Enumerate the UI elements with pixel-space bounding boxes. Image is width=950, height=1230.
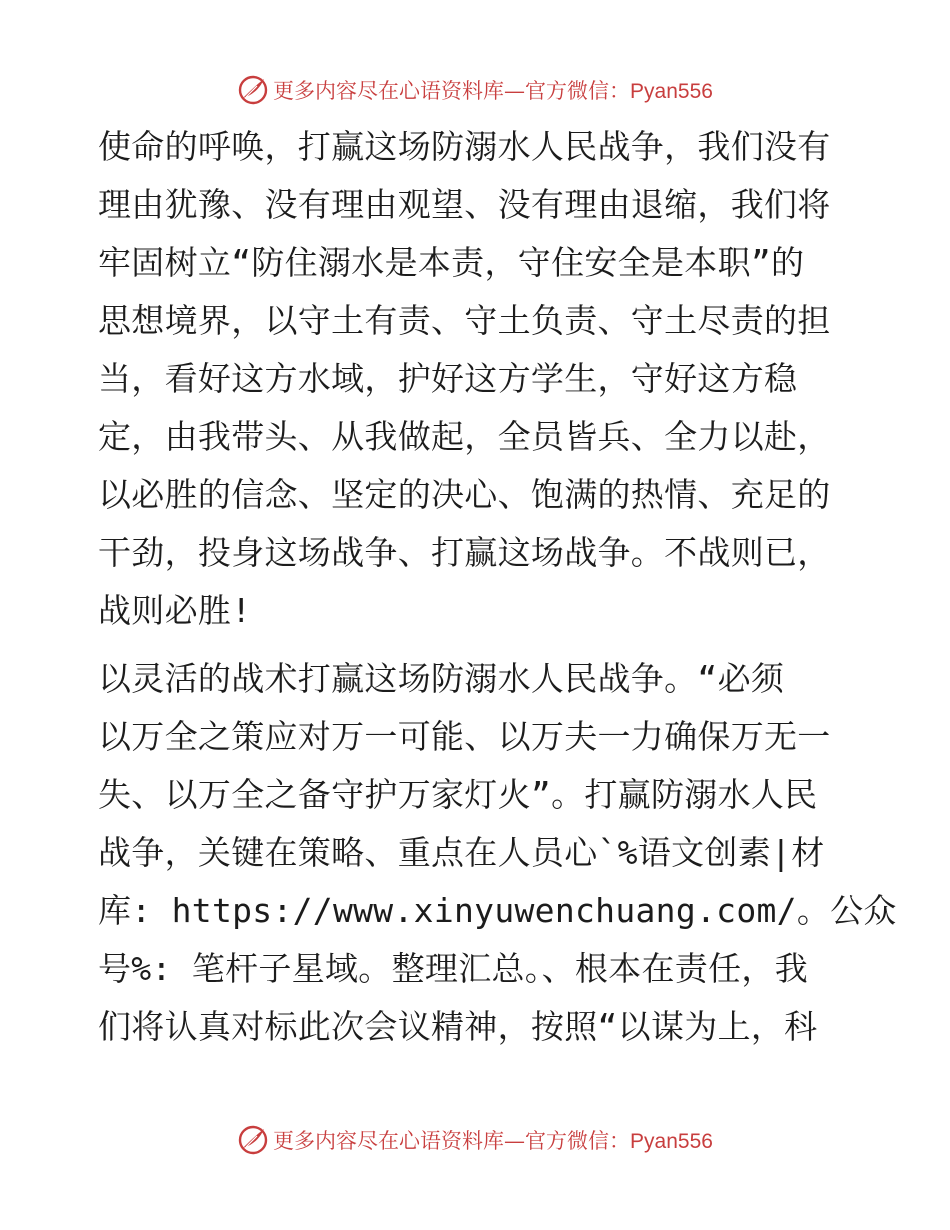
header-banner xyxy=(0,70,950,110)
footer-banner xyxy=(0,1120,950,1160)
text-line: 库: https://www.xinyuwenchuang.com/。公众 xyxy=(98,891,897,930)
text-line: 战争，关键在策略、重点在人员心`%语文创素|材 xyxy=(98,833,825,872)
footer-title: 更多内容尽在心语资料库— xyxy=(273,1129,526,1153)
text-line: 思想境界，以守土有责、守土负责、守土尽责的担 xyxy=(98,301,831,340)
text-line: 定，由我带头、从我做起，全员皆兵、全力以赴， xyxy=(98,417,831,456)
text-line: 以必胜的信念、坚定的决心、饱满的热情、充足的 xyxy=(98,475,831,514)
quill-logo-icon xyxy=(237,1124,269,1156)
text-line: 以灵活的战术打赢这场防溺水人民战争。“必须 xyxy=(98,659,785,698)
document-body xyxy=(98,118,897,1056)
text-line: 理由犹豫、没有理由观望、没有理由退缩，我们将 xyxy=(98,185,831,224)
text-line: 牢固树立“防住溺水是本责，守住安全是本职”的 xyxy=(98,243,805,282)
text-line: 使命的呼唤，打赢这场防溺水人民战争，我们没有 xyxy=(98,127,831,166)
text-line: 号%: 笔杆子星域。整理汇总。、根本在责任，我 xyxy=(98,949,809,988)
text-line: 当，看好这方水域，护好这方学生，守好这方稳 xyxy=(98,359,798,398)
text-line: 失、以万全之备守护万家灯火”。打赢防溺水人民 xyxy=(98,775,818,814)
text-line: 干劲，投身这场战争、打赢这场战争。不战则已， xyxy=(98,533,831,572)
text-line: 以万全之策应对万一可能、以万夫一力确保万无一 xyxy=(98,717,831,756)
footer-wechat: 官方微信：Pyan556 xyxy=(525,1130,713,1153)
header-title: 更多内容尽在心语资料库— xyxy=(273,79,526,103)
paragraph-2 xyxy=(98,650,897,1056)
text-line: 战则必胜! xyxy=(98,591,252,630)
header-wechat: 官方微信：Pyan556 xyxy=(525,80,713,103)
paragraph-1 xyxy=(98,118,858,640)
quill-logo-icon xyxy=(237,74,269,106)
text-line: 们将认真对标此次会议精神，按照“以谋为上，科 xyxy=(98,1007,818,1046)
